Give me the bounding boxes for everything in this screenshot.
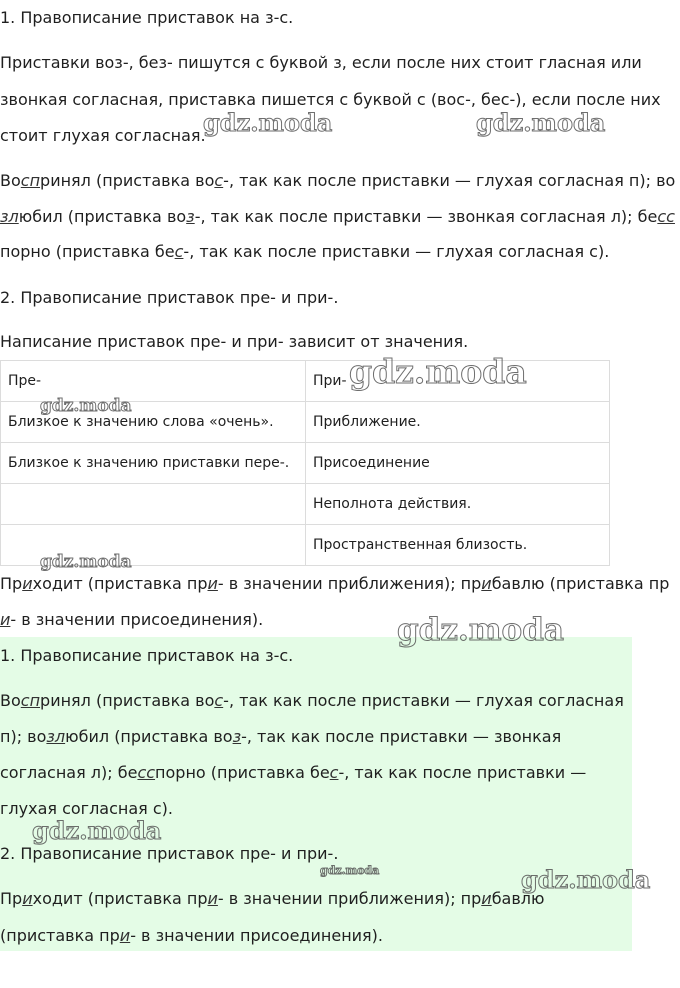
table-cell: Приближение. (306, 402, 610, 443)
section2-example-line-1: Приходит (приставка при- в значении приближения); прибавлю (приставка пр (0, 574, 670, 593)
answer-line-3: согласная л); бесспорно (приставка бес-, так как после приставки — (0, 763, 587, 782)
section2-intro: Написание приставок пре- и при- зависит от значения. (0, 332, 469, 351)
answer-line-4: глухая согласная с). (0, 799, 174, 818)
prefix-table (0, 360, 610, 566)
table-cell: Близкое к значению приставки пере-. (1, 443, 306, 484)
rule-line-3: стоит глухая согласная. (0, 126, 206, 145)
table-cell (1, 484, 306, 525)
section2-example-line-2: и- в значении присоединения). (0, 610, 264, 629)
table-row (1, 484, 610, 525)
watermark: gdz.moda (349, 352, 527, 391)
table-cell: Присоединение (306, 443, 610, 484)
table-header-cell: Пре- (1, 361, 306, 402)
table-header-row (1, 361, 610, 402)
table-row (1, 402, 610, 443)
table-cell: Пространственная близость. (306, 525, 610, 566)
table-row (1, 443, 610, 484)
table-row (1, 525, 610, 566)
answer-line-5: Приходит (приставка при- в значении приближения); прибавлю (0, 889, 545, 908)
watermark: gdz.moda (397, 612, 564, 648)
table-cell: Близкое к значению слова «очень». (1, 402, 306, 443)
example-line-3: порно (приставка бес-, так как после приставки — глухая согласная с). (0, 242, 610, 261)
example-line-2: злюбил (приставка воз-, так как после приставки — звонкая согласная л); бесс (0, 207, 675, 226)
watermark: gdz.moda (40, 552, 132, 572)
table-cell: Неполнота действия. (306, 484, 610, 525)
answer-line-1: Воспринял (приставка вос-, так как после приставки — глухая согласная (0, 691, 624, 710)
answer-heading-2: 2. Правописание приставок пре- и при-. (0, 844, 339, 863)
rule-line-2: звонкая согласная, приставка пишется с буквой с (вос-, бес-), если после них (0, 90, 661, 109)
section1-heading: 1. Правописание приставок на з-с. (0, 8, 294, 27)
watermark: gdz.moda (203, 108, 333, 137)
example-line-1: Воспринял (приставка вос-, так как после приставки — глухая согласная п); во (0, 171, 676, 190)
answer-line-2: п); возлюбил (приставка воз-, так как после приставки — звонкая (0, 727, 562, 746)
watermark: gdz.moda (476, 108, 606, 137)
table-header-cell: При- (306, 361, 610, 402)
section2-heading: 2. Правописание приставок пре- и при-. (0, 288, 339, 307)
answer-heading-1: 1. Правописание приставок на з-с. (0, 646, 294, 665)
table-cell (1, 525, 306, 566)
watermark: gdz.moda (40, 396, 132, 416)
rule-line-1: Приставки воз-, без- пишутся с буквой з, если после них стоит гласная или (0, 53, 642, 72)
answer-line-6: (приставка при- в значении присоединения). (0, 926, 383, 945)
